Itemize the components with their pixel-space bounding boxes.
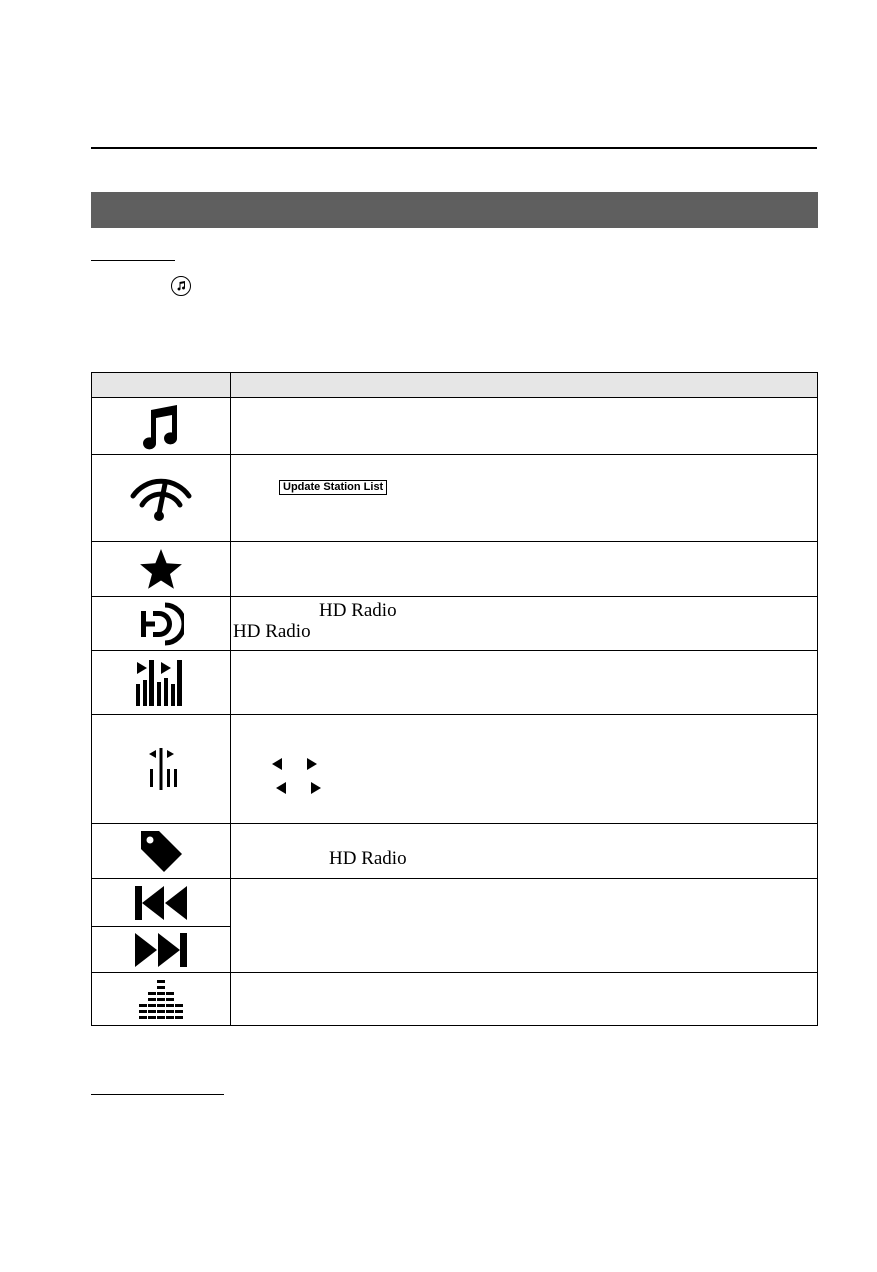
hd-radio-text: HD Radio [319,600,397,621]
icon-cell [92,824,231,879]
section-heading-bar [91,192,818,228]
header-icon-column [92,373,231,398]
right-arrow-icon [306,757,318,771]
right-arrow-icon [310,781,322,795]
icon-cell [92,455,231,542]
table-header-row [92,373,818,398]
description-cell [231,597,818,651]
play-scan-bars-icon [133,658,189,708]
icon-table [91,372,818,1026]
hd-radio-text: HD Radio [329,848,407,869]
description-cell [231,973,818,1026]
description-cell [231,879,818,973]
icon-cell [92,398,231,455]
table-row [92,542,818,597]
star-icon [139,547,183,591]
signal-meter-icon [129,474,193,522]
table-row [92,715,818,824]
icon-cell [92,715,231,824]
table-row [92,597,818,651]
icon-cell [92,542,231,597]
subheading-underline [91,1094,224,1095]
update-station-list-button-label: Update Station List [279,480,387,495]
description-cell [231,542,818,597]
equalizer-icon [137,978,185,1020]
table-row [92,455,818,542]
left-arrow-icon [275,781,287,795]
description-cell [231,398,818,455]
table-row [92,824,818,879]
table-row [92,398,818,455]
skip-forward-icon [133,931,189,969]
tune-left-right-bars-icon [138,747,184,791]
icon-cell [92,879,231,927]
music-note-icon [139,402,183,450]
hd-radio-icon [138,602,184,646]
hd-radio-text: HD Radio [233,621,311,642]
header-description-column [231,373,818,398]
music-note-circle-icon [171,276,191,296]
description-cell [231,824,818,879]
icon-cell [92,597,231,651]
skip-back-icon [133,884,189,922]
table-row [92,973,818,1026]
icon-cell [92,927,231,973]
top-rule [91,147,817,149]
icon-cell [92,973,231,1026]
left-arrow-icon [271,757,283,771]
table-row [92,879,818,927]
icon-cell [92,651,231,715]
description-cell [231,455,818,542]
description-cell [231,651,818,715]
description-cell [231,715,818,824]
table-row [92,651,818,715]
subheading-underline [91,260,175,261]
tag-icon [137,827,185,875]
